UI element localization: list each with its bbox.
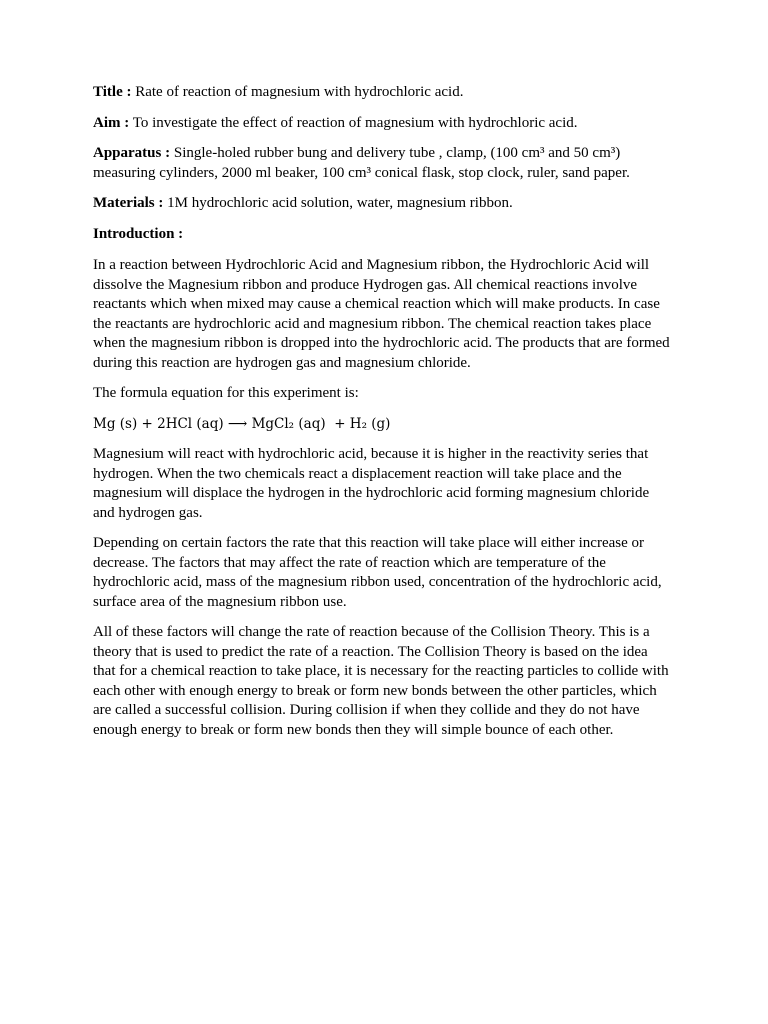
chemical-equation: Mg (s) + 2HCl (aq) ⟶ MgCl₂ (aq) + H₂ (g) — [93, 415, 391, 432]
intro-paragraph: In a reaction between Hydrochloric Acid and Magnesium ribbon, the Hydrochloric Acid will dissolve the Magnesium ribbon and produce Hydrogen gas. All chemical reactions involve reactants which when mixed may cause a chemical reaction which will make products. In case the reactants are hydrochloric acid and magnesium ribbon. The chemical reaction takes place when the magnesium ribbon is dropped into the hydrochloric acid. The products that are formed during this reaction are hydrogen gas and magnesium chloride. — [93, 257, 670, 371]
materials-label: Materials : — [93, 195, 164, 211]
materials-text: 1M hydrochloric acid solution, water, magnesium ribbon. — [163, 195, 513, 211]
factors-paragraph: Depending on certain factors the rate that this reaction will take place will either increase or decrease. The factors that may affect the rate of reaction which are temperature of the hydrochloric acid, mass of the magnesium ribbon used, concentration of the hydrochloric acid, surface area of the magnesium ribbon use. — [93, 535, 662, 610]
apparatus-text: Single-holed rubber bung and delivery tube , clamp, (100 cm³ and 50 cm³) measuring cylinders, 2000 ml beaker, 100 cm³ conical flask, stop clock, ruler, sand paper. — [93, 145, 630, 181]
document-page — [93, 83, 673, 751]
aim-text: To investigate the effect of reaction of magnesium with hydrochloric acid. — [129, 114, 578, 131]
title-label: Title : — [93, 84, 132, 100]
collision-paragraph: All of these factors will change the rate of reaction because of the Collision Theory. This is a theory that is used to predict the rate of a reaction. The Collision Theory is based on the idea that for a chemical reaction to take place, it is necessary for the reacting particles to collide with each other with enough energy to break or form new bonds between the other particles, which are called a successful collision. During collision if when they collide and they do not have enough energy to break or form new bonds then they will simple bounce of each other. — [93, 624, 669, 738]
title-text: Rate of reaction of magnesium with hydrochloric acid. — [131, 84, 464, 100]
apparatus-label: Apparatus : — [93, 145, 171, 161]
formula-intro: The formula equation for this experiment is: — [93, 385, 359, 401]
materials-line — [93, 194, 673, 214]
introduction-heading: Introduction : — [93, 225, 184, 242]
aim-label: Aim : — [93, 114, 130, 131]
apparatus-line — [93, 144, 673, 183]
reactivity-paragraph: Magnesium will react with hydrochloric acid, because it is higher in the reactivity series that hydrogen. When the two chemicals react a displacement reaction will take place and the magnesium will displace the hydrogen in the hydrochloric acid forming magnesium chloride and hydrogen gas. — [93, 446, 650, 521]
title-line — [93, 83, 673, 103]
aim-line — [93, 114, 673, 134]
